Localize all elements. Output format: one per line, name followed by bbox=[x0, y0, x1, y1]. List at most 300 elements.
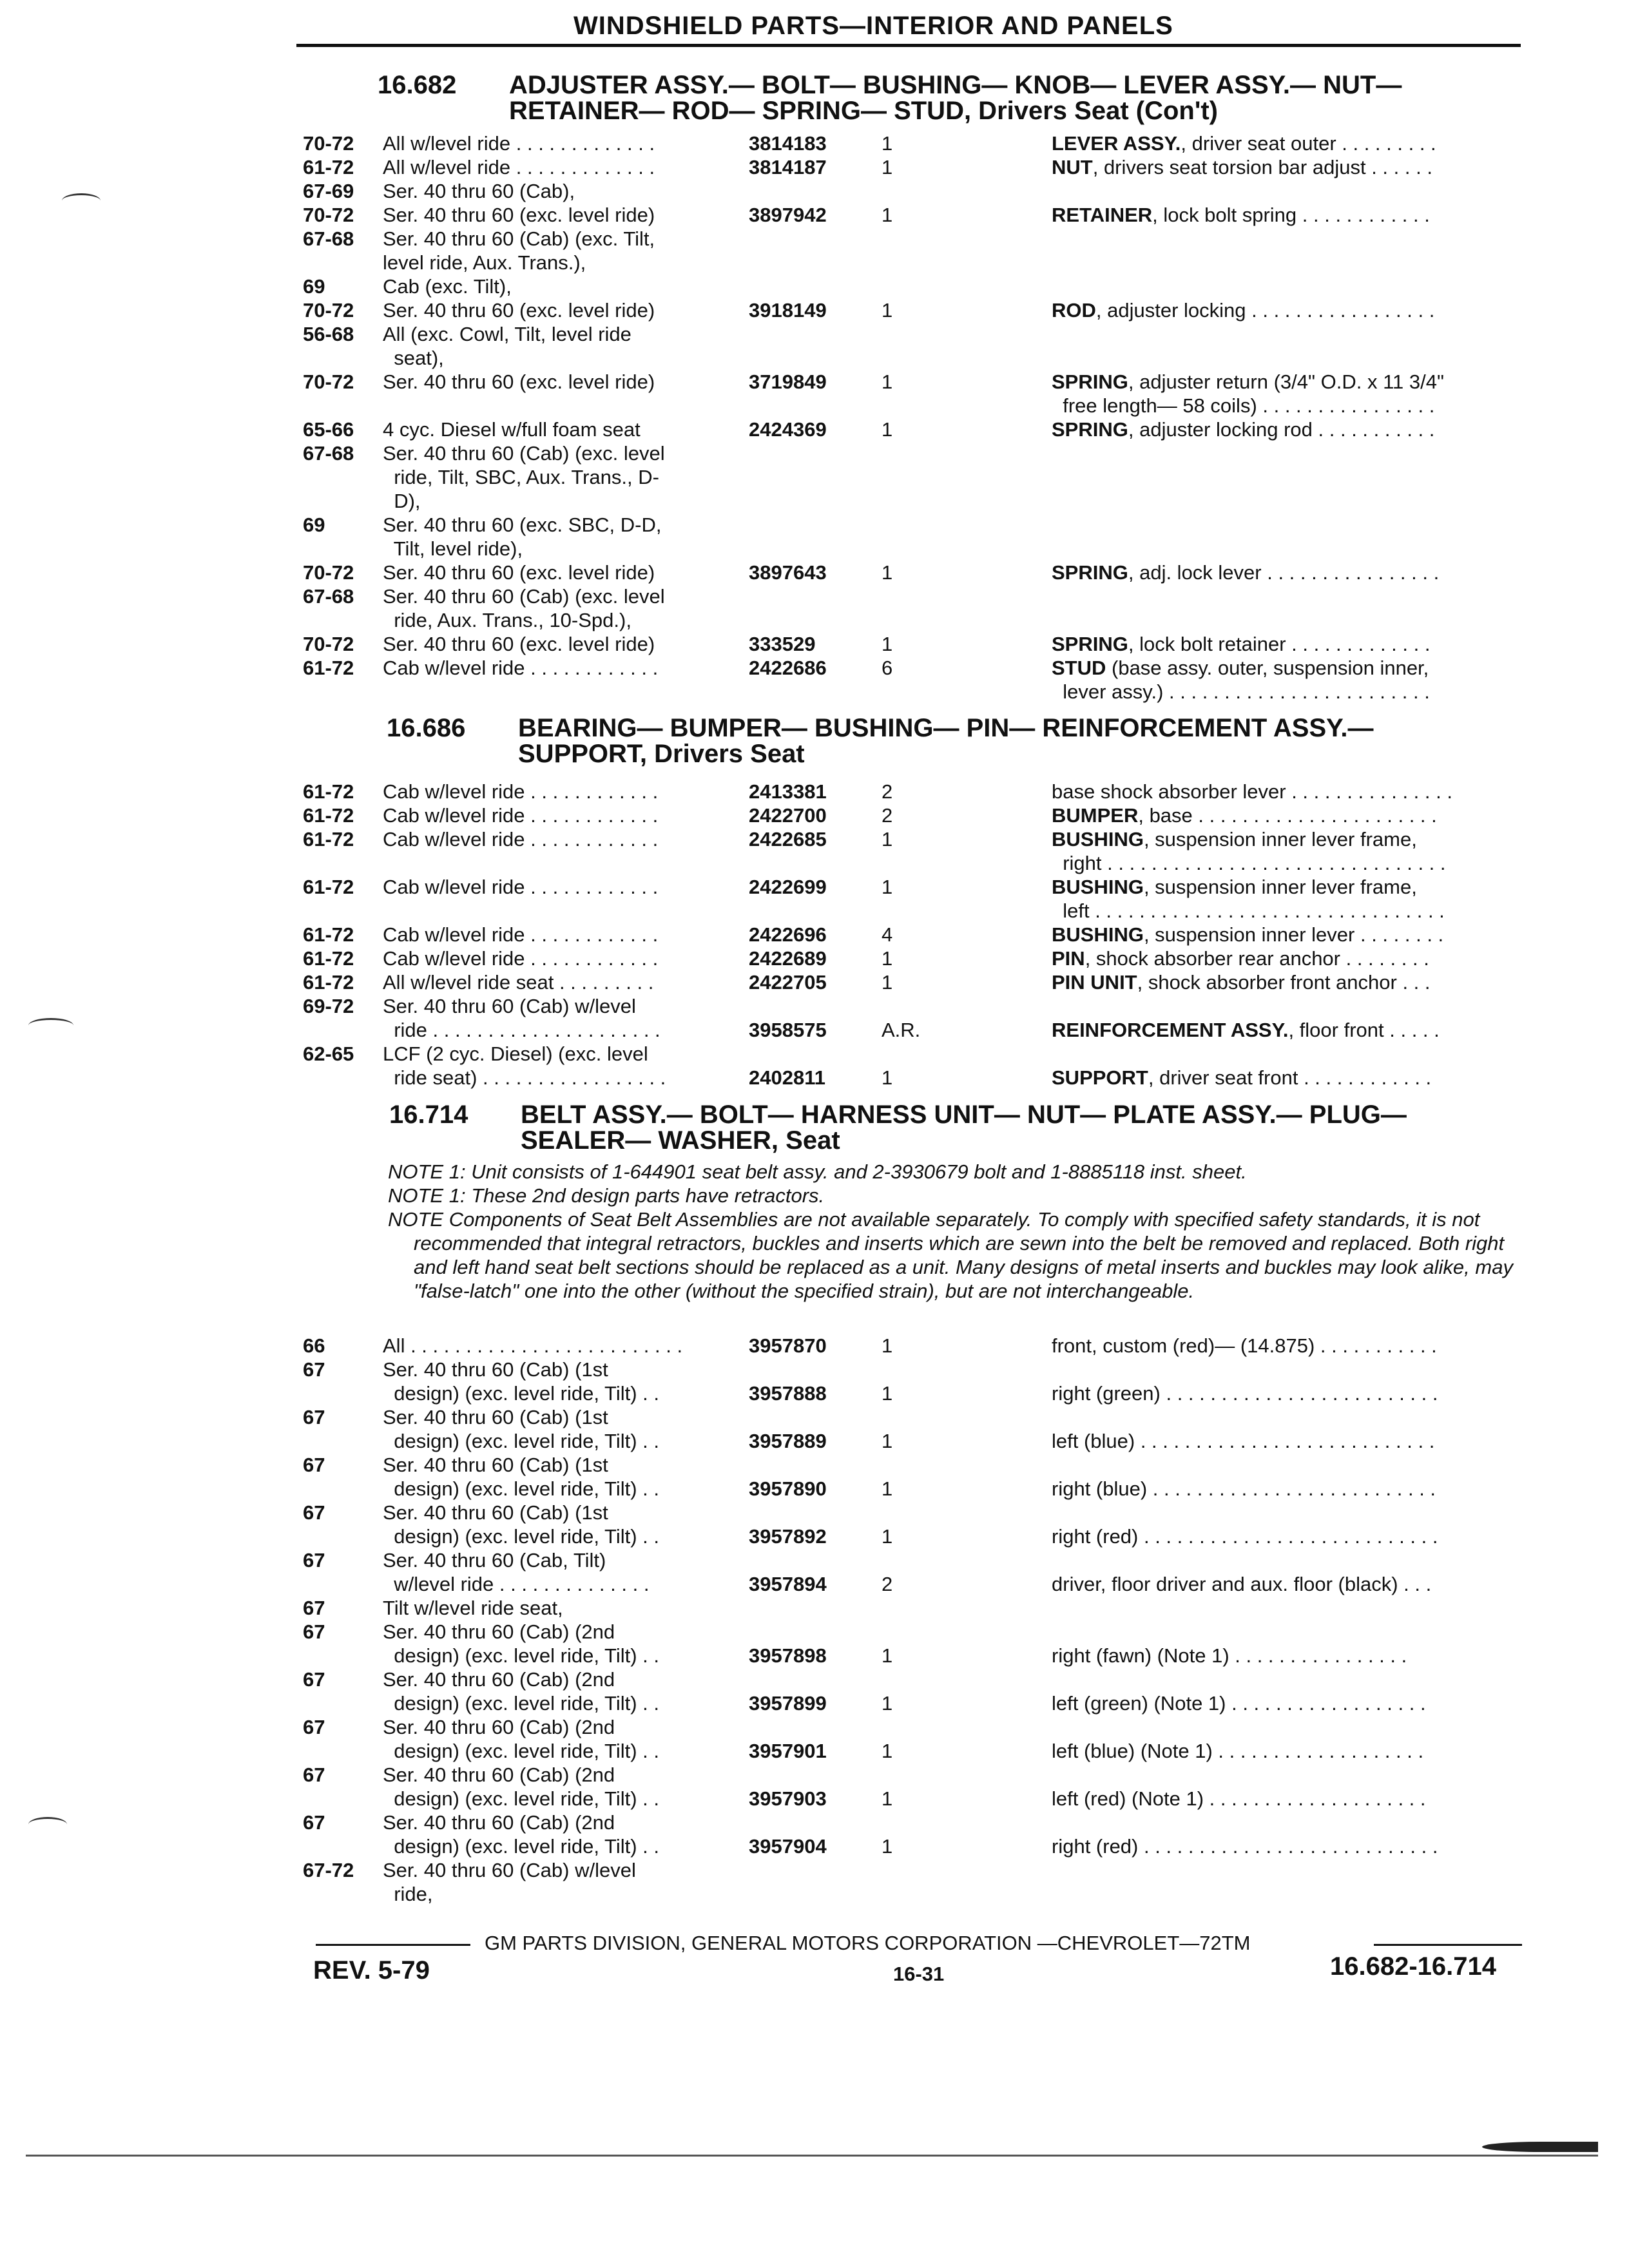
application-description bbox=[383, 827, 731, 851]
part-name bbox=[1052, 1548, 1522, 1596]
part-name-line: left (green) (Note 1) . . . . . . . . . . . . . . . . . . bbox=[1052, 1692, 1426, 1715]
part-name-keyword: ROD bbox=[1052, 299, 1096, 322]
application-description bbox=[383, 298, 731, 322]
quantity: 1 bbox=[882, 561, 893, 584]
description-line: Ser. 40 thru 60 (Cab) (2nd bbox=[383, 1716, 615, 1738]
application-description bbox=[383, 322, 731, 370]
model-year: 70-72 bbox=[303, 633, 354, 655]
part-name bbox=[1052, 1620, 1522, 1667]
part-name-line: left (blue) . . . . . . . . . . . . . . . . . . . . . . . . . . . bbox=[1052, 1430, 1435, 1452]
section-notes bbox=[388, 1160, 1522, 1303]
description-line: Cab w/level ride . . . . . . . . . . . . bbox=[383, 657, 659, 679]
description-line: ride . . . . . . . . . . . . . . . . . . . . . bbox=[383, 1019, 660, 1041]
description-line: Ser. 40 thru 60 (exc. level ride) bbox=[383, 561, 655, 584]
section-number: 16.686 bbox=[387, 714, 466, 742]
application-description bbox=[383, 584, 731, 632]
part-number: 2413381 bbox=[749, 780, 827, 803]
part-name-line: RETAINER, lock bolt spring . . . . . . . . . . . . bbox=[1052, 204, 1430, 226]
part-name-line: PIN UNIT, shock absorber front anchor . . . bbox=[1052, 971, 1431, 994]
part-name-line: BUSHING, suspension inner lever . . . . . . . . bbox=[1052, 923, 1444, 946]
part-number: 3957890 bbox=[749, 1477, 827, 1500]
part-name-keyword: SUPPORT bbox=[1052, 1066, 1148, 1089]
quantity: 1 bbox=[882, 876, 893, 898]
part-number: 2422705 bbox=[749, 971, 827, 994]
application-description bbox=[383, 370, 731, 394]
part-number: 3957898 bbox=[749, 1644, 827, 1667]
part-name bbox=[1052, 1763, 1522, 1811]
model-year: 66 bbox=[303, 1334, 325, 1357]
quantity: 1 bbox=[882, 633, 893, 655]
part-name-line: LEVER ASSY., driver seat outer . . . . . . . . . bbox=[1052, 132, 1436, 155]
application-description bbox=[383, 418, 731, 441]
model-year: 70-72 bbox=[303, 370, 354, 393]
description-line: level ride, Aux. Trans.), bbox=[383, 251, 586, 274]
description-line: Ser. 40 thru 60 (Cab) (1st bbox=[383, 1406, 608, 1428]
application-description bbox=[383, 1811, 731, 1858]
part-name-keyword: SPRING bbox=[1052, 418, 1128, 441]
application-description bbox=[383, 1042, 731, 1090]
application-description bbox=[383, 179, 731, 203]
description-line: seat), bbox=[383, 347, 444, 369]
application-description bbox=[383, 780, 731, 803]
part-number: 3957870 bbox=[749, 1334, 827, 1357]
application-description bbox=[383, 155, 731, 179]
part-name bbox=[1052, 1334, 1522, 1358]
quantity: 1 bbox=[882, 1692, 893, 1715]
part-name bbox=[1052, 994, 1522, 1042]
part-name bbox=[1052, 1501, 1522, 1548]
part-number: 3814187 bbox=[749, 156, 827, 178]
description-line: Cab w/level ride . . . . . . . . . . . . bbox=[383, 828, 659, 850]
application-description bbox=[383, 1334, 731, 1358]
model-year: 56-68 bbox=[303, 323, 354, 345]
application-description bbox=[383, 632, 731, 656]
description-line: All w/level ride seat . . . . . . . . . bbox=[383, 971, 654, 994]
description-line: Ser. 40 thru 60 (exc. level ride) bbox=[383, 370, 655, 393]
part-name-line bbox=[1052, 1620, 1522, 1644]
part-name bbox=[1052, 1042, 1522, 1090]
application-description bbox=[383, 947, 731, 970]
quantity: 1 bbox=[882, 1740, 893, 1762]
part-number: 2402811 bbox=[749, 1066, 825, 1089]
description-line: Ser. 40 thru 60 (Cab) w/level bbox=[383, 1859, 636, 1881]
description-line: design) (exc. level ride, Tilt) . . bbox=[383, 1644, 659, 1667]
application-description bbox=[383, 1453, 731, 1501]
part-name bbox=[1052, 803, 1522, 827]
quantity: 1 bbox=[882, 1382, 893, 1405]
description-line: Tilt, level ride), bbox=[383, 537, 523, 560]
part-name bbox=[1052, 1667, 1522, 1715]
part-number: 3957904 bbox=[749, 1835, 827, 1858]
model-year: 61-72 bbox=[303, 156, 354, 178]
description-line: All . . . . . . . . . . . . . . . . . . . . . . . . . bbox=[383, 1334, 683, 1357]
part-name-keyword: RETAINER bbox=[1052, 204, 1153, 226]
model-year: 67 bbox=[303, 1597, 325, 1619]
model-year: 67 bbox=[303, 1501, 325, 1524]
part-name-line bbox=[1052, 1358, 1522, 1381]
description-line: Ser. 40 thru 60 (Cab) w/level bbox=[383, 995, 636, 1017]
description-line: Ser. 40 thru 60 (exc. SBC, D-D, bbox=[383, 514, 662, 536]
part-name-line bbox=[1052, 1811, 1522, 1834]
quantity: 1 bbox=[882, 1644, 893, 1667]
description-line: design) (exc. level ride, Tilt) . . bbox=[383, 1430, 659, 1452]
part-name-line bbox=[1052, 1453, 1522, 1477]
part-name-line: SPRING, adjuster return (3/4" O.D. x 11 3/4" bbox=[1052, 370, 1444, 393]
quantity: 1 bbox=[882, 1430, 893, 1452]
part-name-keyword: REINFORCEMENT ASSY. bbox=[1052, 1019, 1289, 1041]
part-number: 3957894 bbox=[749, 1573, 827, 1595]
description-line: w/level ride . . . . . . . . . . . . . . bbox=[383, 1573, 650, 1595]
description-line: Ser. 40 thru 60 (Cab) (2nd bbox=[383, 1620, 615, 1643]
application-description bbox=[383, 1620, 731, 1667]
footer-division: GM PARTS DIVISION, GENERAL MOTORS CORPORATION —CHEVROLET—72TM bbox=[485, 1932, 1251, 1954]
part-name-line: REINFORCEMENT ASSY., floor front . . . . . bbox=[1052, 1019, 1440, 1041]
model-year: 70-72 bbox=[303, 204, 354, 226]
description-line: design) (exc. level ride, Tilt) . . bbox=[383, 1477, 659, 1500]
part-name bbox=[1052, 1405, 1522, 1453]
scan-mark bbox=[28, 1018, 73, 1033]
part-number: 3897643 bbox=[749, 561, 827, 584]
part-name-line: NUT, drivers seat torsion bar adjust . . . . . . bbox=[1052, 156, 1432, 178]
application-description bbox=[383, 1501, 731, 1548]
part-name bbox=[1052, 947, 1522, 970]
quantity: 1 bbox=[882, 418, 893, 441]
part-number: 3957889 bbox=[749, 1430, 827, 1452]
section-title-line1: BEARING— BUMPER— BUSHING— PIN— REINFORCEMENT ASSY.— bbox=[518, 714, 1374, 742]
quantity: 2 bbox=[882, 780, 893, 803]
part-name-line: right (green) . . . . . . . . . . . . . . . . . . . . . . . . . bbox=[1052, 1382, 1438, 1405]
quantity: A.R. bbox=[882, 1019, 921, 1041]
model-year: 67 bbox=[303, 1549, 325, 1571]
part-name-line: BUMPER, base . . . . . . . . . . . . . . . . . . . . . . bbox=[1052, 804, 1437, 827]
part-name bbox=[1052, 1453, 1522, 1501]
note-3: NOTE Components of Seat Belt Assemblies are not available separately. To comply with specified safety standards, it is not recommended that integral retractors, buckles and inserts which are sewn into the belt be removed and replaced. Both right and left hand seat belt sections should be replaced as a unit. Many designs of metal inserts and buckles may look alike, may "false-latch" one into the other (without the specified strain), but are not interchangeable. bbox=[388, 1208, 1513, 1302]
part-name bbox=[1052, 561, 1522, 584]
part-name-keyword: BUSHING bbox=[1052, 876, 1144, 898]
model-year: 70-72 bbox=[303, 299, 354, 322]
description-line: 4 cyc. Diesel w/full foam seat bbox=[383, 418, 641, 441]
part-name bbox=[1052, 656, 1522, 704]
section-title-line2: RETAINER— ROD— SPRING— STUD, Drivers Seat (Con't) bbox=[509, 97, 1218, 125]
part-name-line bbox=[1052, 1042, 1522, 1066]
part-name bbox=[1052, 875, 1522, 923]
model-year: 69-72 bbox=[303, 995, 354, 1017]
part-name-line: free length— 58 coils) . . . . . . . . . . . . . . . . bbox=[1052, 394, 1435, 417]
description-line: All (exc. Cowl, Tilt, level ride bbox=[383, 323, 631, 345]
part-name bbox=[1052, 632, 1522, 656]
description-line: Ser. 40 thru 60 (Cab) (1st bbox=[383, 1358, 608, 1381]
scan-mark bbox=[62, 193, 101, 208]
part-name-line bbox=[1052, 1548, 1522, 1572]
application-description bbox=[383, 227, 731, 274]
description-line: design) (exc. level ride, Tilt) . . bbox=[383, 1692, 659, 1715]
model-year: 70-72 bbox=[303, 561, 354, 584]
application-description bbox=[383, 994, 731, 1042]
section-title-line1: ADJUSTER ASSY.— BOLT— BUSHING— KNOB— LEVER ASSY.— NUT— bbox=[509, 71, 1402, 99]
description-line: Cab w/level ride . . . . . . . . . . . . bbox=[383, 780, 659, 803]
part-name-line: SPRING, lock bolt retainer . . . . . . . . . . . . . bbox=[1052, 633, 1431, 655]
part-name-keyword: SPRING bbox=[1052, 561, 1128, 584]
quantity: 1 bbox=[882, 1787, 893, 1810]
description-line: Cab w/level ride . . . . . . . . . . . . bbox=[383, 947, 659, 970]
application-description bbox=[383, 1548, 731, 1596]
description-line: Ser. 40 thru 60 (Cab) (exc. level bbox=[383, 442, 665, 465]
description-line: Cab w/level ride . . . . . . . . . . . . bbox=[383, 923, 659, 946]
model-year: 62-65 bbox=[303, 1043, 354, 1065]
part-name-line bbox=[1052, 1763, 1522, 1787]
description-line: design) (exc. level ride, Tilt) . . bbox=[383, 1740, 659, 1762]
part-name-keyword: LEVER ASSY. bbox=[1052, 132, 1181, 155]
part-name bbox=[1052, 923, 1522, 947]
part-name-line: left . . . . . . . . . . . . . . . . . . . . . . . . . . . . . . . . bbox=[1052, 899, 1445, 922]
application-description bbox=[383, 803, 731, 827]
quantity: 1 bbox=[882, 828, 893, 850]
part-name-keyword: NUT bbox=[1052, 156, 1093, 178]
application-description bbox=[383, 1715, 731, 1763]
part-name-line bbox=[1052, 1405, 1522, 1429]
part-name bbox=[1052, 418, 1522, 441]
part-name bbox=[1052, 298, 1522, 322]
part-number: 3957899 bbox=[749, 1692, 827, 1715]
description-line: Ser. 40 thru 60 (Cab), bbox=[383, 180, 575, 202]
section-number: 16.714 bbox=[389, 1100, 468, 1129]
application-description bbox=[383, 274, 731, 298]
part-name-keyword: BUSHING bbox=[1052, 923, 1144, 946]
application-description bbox=[383, 1858, 731, 1906]
part-name-line: right (red) . . . . . . . . . . . . . . . . . . . . . . . . . . . bbox=[1052, 1835, 1438, 1858]
part-number: 2422685 bbox=[749, 828, 827, 850]
application-description bbox=[383, 203, 731, 227]
part-number: 3897942 bbox=[749, 204, 827, 226]
footer-rule-right bbox=[1374, 1944, 1522, 1946]
part-name-line: left (red) (Note 1) . . . . . . . . . . . . . . . . . . . . bbox=[1052, 1787, 1426, 1810]
part-number: 2422686 bbox=[749, 657, 827, 679]
description-line: design) (exc. level ride, Tilt) . . bbox=[383, 1835, 659, 1858]
application-description bbox=[383, 441, 731, 513]
description-line: Ser. 40 thru 60 (Cab) (2nd bbox=[383, 1668, 615, 1691]
part-name-line: ROD, adjuster locking . . . . . . . . . . . . . . . . . bbox=[1052, 299, 1435, 322]
part-name-line: right . . . . . . . . . . . . . . . . . . . . . . . . . . . . . . . bbox=[1052, 852, 1446, 874]
footer-range: 16.682-16.714 bbox=[1330, 1952, 1497, 1981]
part-name bbox=[1052, 1715, 1522, 1763]
model-year: 67-68 bbox=[303, 442, 354, 465]
model-year: 67 bbox=[303, 1763, 325, 1786]
application-description bbox=[383, 970, 731, 994]
part-name-line: driver, floor driver and aux. floor (black) . . . bbox=[1052, 1573, 1432, 1595]
part-name-keyword: SPRING bbox=[1052, 633, 1128, 655]
section-number: 16.682 bbox=[378, 71, 457, 99]
description-line: Ser. 40 thru 60 (exc. level ride) bbox=[383, 633, 655, 655]
part-name-keyword: SPRING bbox=[1052, 370, 1128, 393]
part-number: 3958575 bbox=[749, 1019, 827, 1041]
model-year: 70-72 bbox=[303, 132, 354, 155]
application-description bbox=[383, 875, 731, 899]
part-name-line: STUD (base assy. outer, suspension inner, bbox=[1052, 657, 1429, 679]
part-name-keyword: BUMPER bbox=[1052, 804, 1139, 827]
quantity: 2 bbox=[882, 1573, 893, 1595]
part-number: 3957888 bbox=[749, 1382, 827, 1405]
part-name-keyword: PIN bbox=[1052, 947, 1085, 970]
scan-mark bbox=[28, 1817, 67, 1832]
description-line: design) (exc. level ride, Tilt) . . bbox=[383, 1787, 659, 1810]
description-line: Ser. 40 thru 60 (Cab) (1st bbox=[383, 1454, 608, 1476]
part-number: 3957892 bbox=[749, 1525, 827, 1548]
part-name bbox=[1052, 970, 1522, 994]
application-description bbox=[383, 513, 731, 561]
part-name bbox=[1052, 780, 1522, 803]
application-description bbox=[383, 131, 731, 155]
part-name-keyword: PIN UNIT bbox=[1052, 971, 1137, 994]
part-number: 3814183 bbox=[749, 132, 827, 155]
part-name bbox=[1052, 155, 1522, 179]
part-name bbox=[1052, 827, 1522, 875]
description-line: design) (exc. level ride, Tilt) . . bbox=[383, 1382, 659, 1405]
quantity: 1 bbox=[882, 299, 893, 322]
note-1: NOTE 1: Unit consists of 1-644901 seat belt assy. and 2-3930679 bolt and 1-8885118 inst. sheet. bbox=[388, 1160, 1247, 1183]
description-line: Ser. 40 thru 60 (Cab) (exc. Tilt, bbox=[383, 227, 655, 250]
description-line: Ser. 40 thru 60 (exc. level ride) bbox=[383, 204, 655, 226]
part-number: 2422689 bbox=[749, 947, 827, 970]
part-number: 333529 bbox=[749, 633, 816, 655]
part-name-line: right (blue) . . . . . . . . . . . . . . . . . . . . . . . . . . bbox=[1052, 1477, 1436, 1500]
quantity: 1 bbox=[882, 1477, 893, 1500]
quantity: 4 bbox=[882, 923, 893, 946]
footer-rule-left bbox=[316, 1944, 470, 1946]
part-name-line bbox=[1052, 994, 1522, 1018]
description-line: Cab w/level ride . . . . . . . . . . . . bbox=[383, 804, 659, 827]
part-number: 2422696 bbox=[749, 923, 827, 946]
model-year: 69 bbox=[303, 514, 325, 536]
quantity: 6 bbox=[882, 657, 893, 679]
part-name bbox=[1052, 370, 1522, 418]
application-description bbox=[383, 1667, 731, 1715]
application-description bbox=[383, 1358, 731, 1405]
part-name-line: BUSHING, suspension inner lever frame, bbox=[1052, 876, 1417, 898]
section-title-line1: BELT ASSY.— BOLT— HARNESS UNIT— NUT— PLATE ASSY.— PLUG— bbox=[521, 1100, 1407, 1129]
scan-smudge bbox=[1482, 2142, 1598, 2152]
part-name-keyword: STUD bbox=[1052, 657, 1106, 679]
part-name-keyword: BUSHING bbox=[1052, 828, 1144, 850]
quantity: 1 bbox=[882, 1334, 893, 1357]
part-name-line bbox=[1052, 1715, 1522, 1739]
part-name-line: SPRING, adjuster locking rod . . . . . . . . . . . bbox=[1052, 418, 1435, 441]
model-year: 61-72 bbox=[303, 780, 354, 803]
part-name-line: base shock absorber lever . . . . . . . . . . . . . . . bbox=[1052, 780, 1452, 803]
page-title: WINDSHIELD PARTS—INTERIOR AND PANELS bbox=[574, 12, 1173, 40]
section-title-line2: SEALER— WASHER, Seat bbox=[521, 1126, 840, 1155]
section-title-line2: SUPPORT, Drivers Seat bbox=[518, 740, 805, 768]
description-line: Cab w/level ride . . . . . . . . . . . . bbox=[383, 876, 659, 898]
model-year: 67-68 bbox=[303, 227, 354, 250]
part-number: 3957903 bbox=[749, 1787, 827, 1810]
part-number: 2422700 bbox=[749, 804, 827, 827]
model-year: 67 bbox=[303, 1454, 325, 1476]
model-year: 61-72 bbox=[303, 947, 354, 970]
application-description bbox=[383, 923, 731, 947]
part-name-line: left (blue) (Note 1) . . . . . . . . . . . . . . . . . . . bbox=[1052, 1740, 1424, 1762]
part-name bbox=[1052, 1811, 1522, 1858]
description-line: Ser. 40 thru 60 (exc. level ride) bbox=[383, 299, 655, 322]
footer-page-number: 16-31 bbox=[893, 1963, 945, 1985]
model-year: 61-72 bbox=[303, 923, 354, 946]
part-name bbox=[1052, 1358, 1522, 1405]
model-year: 65-66 bbox=[303, 418, 354, 441]
quantity: 1 bbox=[882, 156, 893, 178]
quantity: 1 bbox=[882, 947, 893, 970]
quantity: 1 bbox=[882, 1525, 893, 1548]
part-name-line bbox=[1052, 1501, 1522, 1524]
model-year: 67 bbox=[303, 1358, 325, 1381]
part-number: 3957901 bbox=[749, 1740, 827, 1762]
part-name-line: BUSHING, suspension inner lever frame, bbox=[1052, 828, 1417, 850]
description-line: Ser. 40 thru 60 (Cab) (1st bbox=[383, 1501, 608, 1524]
part-number: 2422699 bbox=[749, 876, 827, 898]
description-line: Ser. 40 thru 60 (Cab) (2nd bbox=[383, 1763, 615, 1786]
part-number: 3719849 bbox=[749, 370, 827, 393]
header-rule bbox=[296, 44, 1521, 47]
application-description bbox=[383, 1763, 731, 1811]
model-year: 61-72 bbox=[303, 804, 354, 827]
description-line: All w/level ride . . . . . . . . . . . . . bbox=[383, 156, 655, 178]
description-line: Cab (exc. Tilt), bbox=[383, 275, 512, 298]
part-name-line: right (fawn) (Note 1) . . . . . . . . . . . . . . . . bbox=[1052, 1644, 1407, 1667]
description-line: ride, Aux. Trans., 10-Spd.), bbox=[383, 609, 631, 631]
page-header bbox=[296, 0, 1521, 49]
description-line: Ser. 40 thru 60 (Cab, Tilt) bbox=[383, 1549, 606, 1571]
quantity: 1 bbox=[882, 1066, 893, 1089]
model-year: 67 bbox=[303, 1406, 325, 1428]
model-year: 67 bbox=[303, 1811, 325, 1834]
model-year: 69 bbox=[303, 275, 325, 298]
quantity: 2 bbox=[882, 804, 893, 827]
application-description bbox=[383, 1405, 731, 1453]
application-description bbox=[383, 1596, 731, 1620]
description-line: D), bbox=[383, 490, 421, 512]
description-line: design) (exc. level ride, Tilt) . . bbox=[383, 1525, 659, 1548]
bottom-edge-line bbox=[26, 2155, 1598, 2157]
description-line: ride, bbox=[383, 1883, 433, 1905]
part-name-line bbox=[1052, 1667, 1522, 1691]
model-year: 67 bbox=[303, 1620, 325, 1643]
model-year: 67 bbox=[303, 1668, 325, 1691]
part-name-line: SUPPORT, driver seat front . . . . . . . . . . . . bbox=[1052, 1066, 1432, 1089]
footer-revision: REV. 5-79 bbox=[313, 1956, 430, 1984]
application-description bbox=[383, 656, 731, 680]
part-name-line: PIN, shock absorber rear anchor . . . . . . . . bbox=[1052, 947, 1429, 970]
description-line: All w/level ride . . . . . . . . . . . . . bbox=[383, 132, 655, 155]
description-line: Ser. 40 thru 60 (Cab) (exc. level bbox=[383, 585, 665, 608]
quantity: 1 bbox=[882, 370, 893, 393]
model-year: 67-72 bbox=[303, 1859, 354, 1881]
model-year: 61-72 bbox=[303, 657, 354, 679]
part-number: 3918149 bbox=[749, 299, 827, 322]
part-name-line: front, custom (red)— (14.875) . . . . . . . . . . . bbox=[1052, 1334, 1437, 1357]
note-2: NOTE 1: These 2nd design parts have retractors. bbox=[388, 1184, 825, 1207]
model-year: 61-72 bbox=[303, 828, 354, 850]
part-name bbox=[1052, 131, 1522, 155]
quantity: 1 bbox=[882, 132, 893, 155]
quantity: 1 bbox=[882, 971, 893, 994]
application-description bbox=[383, 561, 731, 584]
quantity: 1 bbox=[882, 1835, 893, 1858]
description-line: ride seat) . . . . . . . . . . . . . . . . . bbox=[383, 1066, 666, 1089]
part-number: 2424369 bbox=[749, 418, 827, 441]
quantity: 1 bbox=[882, 204, 893, 226]
model-year: 67-68 bbox=[303, 585, 354, 608]
part-name bbox=[1052, 203, 1522, 227]
description-line: LCF (2 cyc. Diesel) (exc. level bbox=[383, 1043, 648, 1065]
description-line: Tilt w/level ride seat, bbox=[383, 1597, 563, 1619]
